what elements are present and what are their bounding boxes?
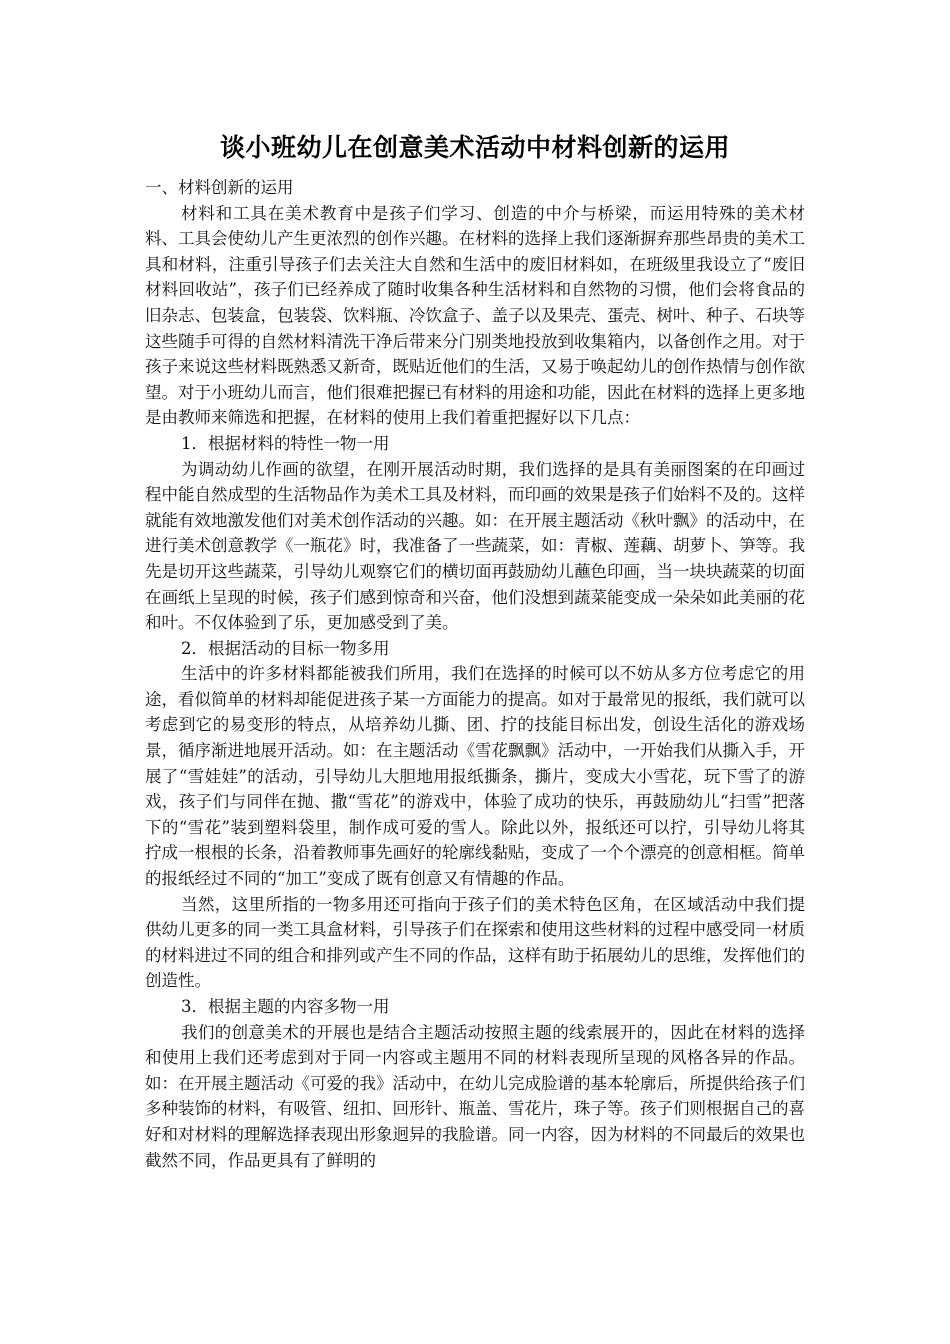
point-2-paragraph-b: 当然，这里所指的一物多用还可指向于孩子们的美术特色区角，在区域活动中我们提供幼儿更多的同一类工具盒材料，引导孩子们在探索和使用这些材料的过程中感受同一材质的材料进过不同的组合和排列或产生不同的作品，这样有助于拓展幼儿的思维，发挥他们的创造性。 (145, 894, 805, 991)
point-2-heading: 2．根据活动的目标一物多用 (181, 638, 390, 658)
document-body (145, 175, 805, 1173)
point-2-paragraph: 生活中的许多材料都能被我们所用，我们在选择的时候可以不妨从多方位考虑它的用途，看似简单的材料却能促进孩子某一方面能力的提高。如对于最常见的报纸，我们就可以考虑到它的易变形的特点，从培养幼儿撕、团、拧的技能目标出发，创设生活化的游戏场景，循序渐进地展开活动。如：在主题活动《雪花飘飘》活动中，一开始我们从撕入手，开展了“雪娃娃”的活动，引导幼儿大胆地用报纸撕条，撕片，变成大小雪花，玩下雪了的游戏，孩子们与同伴在抛、撒“雪花”的游戏中，体验了成功的快乐，再鼓励幼儿“扫雪”把落下的“雪花”装到塑料袋里，制作成可爱的雪人。除此以外，报纸还可以拧，引导幼儿将其拧成一根根的长条，沿着教师事先画好的轮廓线黏贴，变成了一个个漂亮的创意相框。简单的报纸经过不同的“加工”变成了既有创意又有情趣的作品。 (145, 664, 805, 889)
point-1-paragraph: 为调动幼儿作画的欲望，在刚开展活动时期，我们选择的是具有美丽图案的在印画过程中能自然成型的生活物品作为美术工具及材料，而印画的效果是孩子们始料不及的。这样就能有效地激发他们对美术创作活动的兴趣。如：在开展主题活动《秋叶飘》的活动中，在进行美术创意教学《一瓶花》时，我准备了一些蔬菜，如：青椒、莲藕、胡萝卜、笋等。我先是切开这些蔬菜，引导幼儿观察它们的横切面再鼓励幼儿蘸色印画，当一块块蔬菜的切面在画纸上呈现的时候，孩子们感到惊奇和兴奋，他们没想到蔬菜能变成一朵朵如此美丽的花和叶。不仅体验到了乐，更加感受到了美。 (145, 459, 805, 633)
intro-paragraph: 材料和工具在美术教育中是孩子们学习、创造的中介与桥梁，而运用特殊的美术材料、工具会使幼儿产生更浓烈的创作兴趣。在材料的选择上我们逐渐摒弃那些昂贵的美术工具和材料，注重引导孩子们去关注大自然和生活中的废旧材料如，在班级里我设立了“废旧材料回收站”，孩子们已经养成了随时收集各种生活材料和自然物的习惯，他们会将食品的旧杂志、包装盒，包装袋、饮料瓶、冷饮盒子、盖子以及果壳、蛋壳、树叶、种子、石块等这些随手可得的自然材料清洗干净后带来分门别类地投放到收集箱内，以备创作之用。对于孩子来说这些材料既熟悉又新奇，既贴近他们的生活，又易于唤起幼儿的创作热情与创作欲望。对于小班幼儿而言，他们很难把握已有材料的用途和功能，因此在材料的选择上更多地是由教师来筛选和把握，在材料的使用上我们着重把握好以下几点： (145, 203, 805, 428)
document-title: 谈小班幼儿在创意美术活动中材料创新的运用 (219, 133, 730, 162)
point-1-heading: 1．根据材料的特性一物一用 (181, 433, 390, 453)
section-heading: 一、材料创新的运用 (145, 178, 294, 197)
point-3-heading: 3．根据主题的内容多物一用 (181, 997, 390, 1016)
point-3-paragraph: 我们的创意美术的开展也是结合主题活动按照主题的线索展开的，因此在材料的选择和使用上我们还考虑到对于同一内容或主题用不同的材料表现所呈现的风格各异的作品。如：在开展主题活动《可爱的我》活动中，在幼儿完成脸谱的基本轮廓后，所提供给孩子们多种装饰的材料，有吸管、纽扣、回形针、瓶盖、雪花片，珠子等。孩子们则根据自己的喜好和对材料的理解选择表现出形象迥异的我脸谱。同一内容，因为材料的不同最后的效果也截然不同，作品更具有了鲜明的 (145, 1022, 805, 1170)
